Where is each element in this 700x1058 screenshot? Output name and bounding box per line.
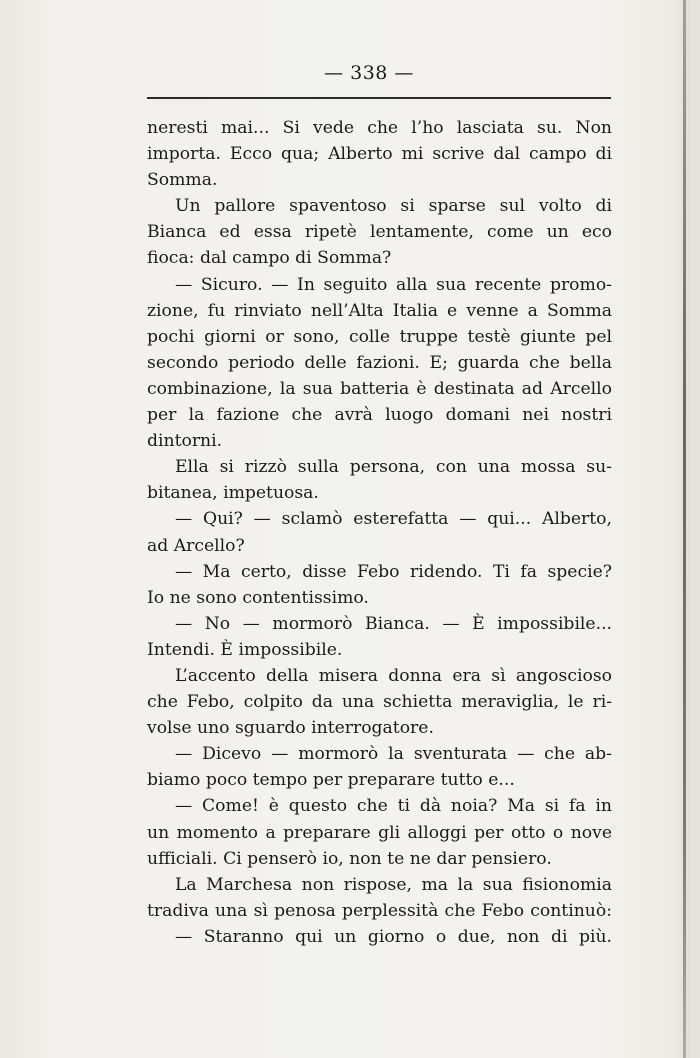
body-text bbox=[147, 115, 612, 950]
text-line: — Qui? — sclamò esterefatta — qui... Alberto, bbox=[175, 509, 612, 530]
text-line: dintorni. bbox=[147, 431, 223, 452]
text-line: biamo poco tempo per preparare tutto e... bbox=[147, 770, 515, 791]
page-margin-strip bbox=[690, 0, 700, 1058]
text-line: neresti mai... Si vede che l’ho lasciata su. Non bbox=[147, 118, 612, 138]
text-line: volse uno sguardo interrogatore. bbox=[147, 718, 434, 739]
text-line: un momento a preparare gli alloggi per otto o nove bbox=[147, 822, 612, 843]
page-edge-shadow bbox=[683, 0, 686, 1058]
text-line: Ella si rizzò sulla persona, con una mossa su- bbox=[175, 457, 612, 478]
text-line: importa. Ecco qua; Alberto mi scrive dal campo di bbox=[147, 144, 612, 165]
text-line: Somma. bbox=[147, 170, 218, 191]
text-line: che Febo, colpito da una schietta meraviglia, le ri- bbox=[147, 692, 612, 713]
text-line: — No — mormorò Bianca. — È impossibile... bbox=[175, 613, 612, 634]
text-line: pochi giorni or sono, colle truppe testè giunte pel bbox=[147, 326, 612, 347]
text-line: Intendi. È impossibile. bbox=[147, 639, 343, 660]
text-line: La Marchesa non rispose, ma la sua fisionomia bbox=[175, 874, 612, 895]
text-line: fioca: dal campo di Somma? bbox=[147, 248, 392, 269]
text-line: — Come! è questo che ti dà noia? Ma si fa in bbox=[175, 796, 612, 817]
text-line: L’accento della misera donna era sì angoscioso bbox=[175, 665, 612, 686]
text-line: — Staranno qui un giorno o due, non di più. bbox=[175, 926, 612, 947]
text-line: combinazione, la sua batteria è destinata ad Arcello bbox=[147, 378, 612, 399]
text-line: Io ne sono contentissimo. bbox=[147, 587, 369, 608]
header-rule bbox=[147, 97, 611, 99]
text-line: per la fazione che avrà luogo domani nei nostri bbox=[147, 405, 612, 426]
text-line: bitanea, impetuosa. bbox=[147, 483, 319, 504]
page-number: — 338 — bbox=[324, 62, 414, 84]
text-line: tradiva una sì penosa perplessità che Febo continuò: bbox=[147, 900, 612, 921]
text-line: — Dicevo — mormorò la sventurata — che ab- bbox=[175, 744, 612, 765]
text-line: ad Arcello? bbox=[147, 535, 245, 556]
text-line: zione, fu rinviato nell’Alta Italia e venne a Somma bbox=[147, 300, 612, 321]
text-line: ufficiali. Ci penserò io, non te ne dar pensiero. bbox=[147, 848, 552, 869]
text-line: Bianca ed essa ripetè lentamente, come un eco bbox=[147, 222, 612, 243]
text-line: Un pallore spaventoso si sparse sul volto di bbox=[175, 196, 612, 217]
text-line: — Sicuro. — In seguito alla sua recente promo- bbox=[175, 274, 612, 295]
text-line: secondo periodo delle fazioni. E; guarda che bella bbox=[147, 352, 612, 373]
text-line: — Ma certo, disse Febo ridendo. Ti fa specie? bbox=[175, 561, 612, 582]
